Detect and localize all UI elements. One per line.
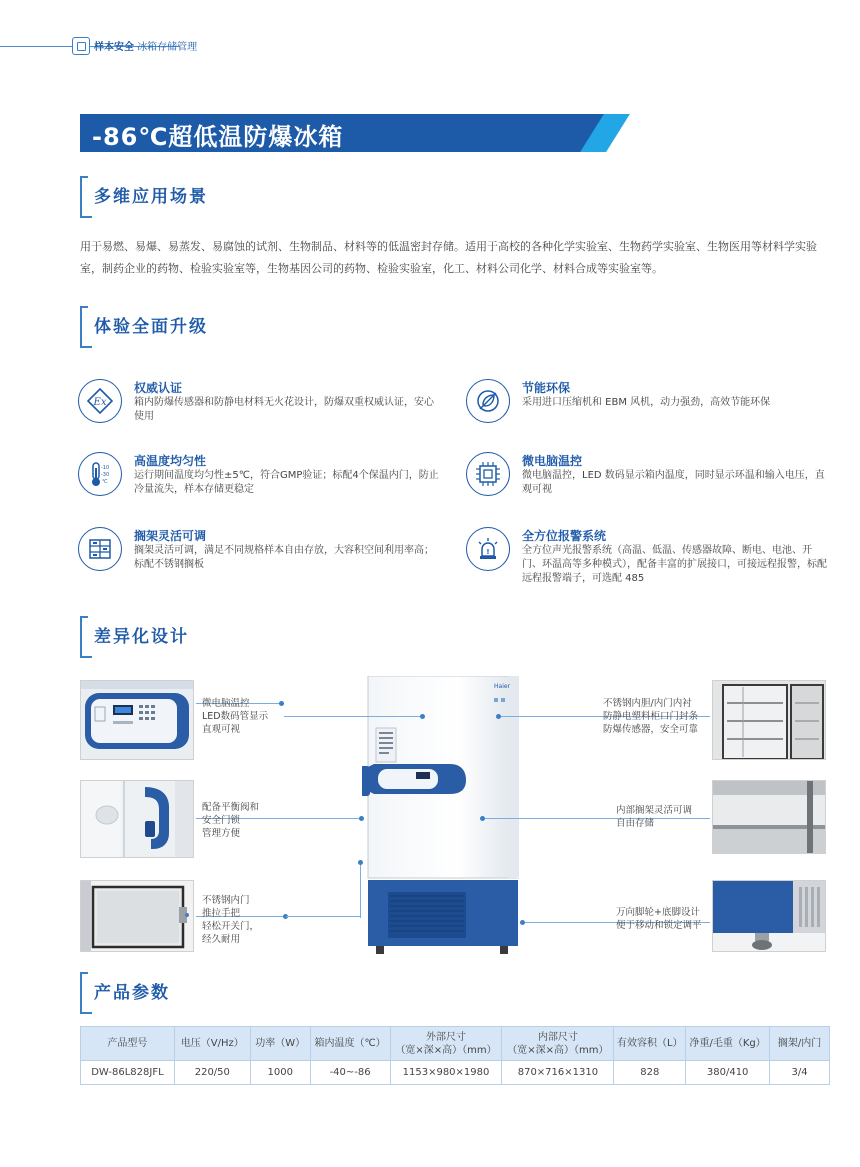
table-header — [310, 1027, 390, 1061]
microchip-icon — [466, 452, 510, 496]
section-title: 多维应用场景 — [94, 187, 208, 207]
shelf-icon — [78, 527, 122, 571]
callout-text: 经久耐用 — [202, 934, 241, 945]
section-upgrade — [80, 306, 280, 348]
thermo-unit-label: ℃ — [102, 479, 108, 485]
shelves-photo — [712, 780, 826, 854]
table-cell: 380/410 — [686, 1061, 770, 1085]
callout-text: 便于移动和锁定调平 — [616, 920, 702, 931]
header-text: 产品型号 — [107, 1038, 148, 1049]
callout-dot — [420, 714, 425, 719]
table-header — [686, 1027, 770, 1061]
callout-text: 不锈钢内门 — [202, 895, 250, 906]
callout-dot — [480, 816, 485, 821]
callout-liner — [603, 697, 698, 736]
callout-text: 防爆传感器，安全可靠 — [603, 724, 699, 735]
table-row — [81, 1061, 830, 1085]
table-header — [390, 1027, 502, 1061]
header-text: 有效容积（L） — [617, 1038, 683, 1049]
feature-desc: 搁架灵活可调，满足不同规格样本自由存放，大容积空间利用率高；标配不锈钢搁板 — [134, 545, 434, 570]
table-header-row — [81, 1027, 830, 1061]
table-cell: 3/4 — [770, 1061, 830, 1085]
callout-casters — [616, 906, 702, 932]
section-design — [80, 616, 280, 658]
balance-valve-photo — [80, 780, 194, 858]
thermometer-icon — [78, 452, 122, 496]
header-text: 搁架/内门 — [777, 1038, 822, 1049]
callout-text: 万向脚轮+底脚设计 — [616, 907, 700, 918]
callout-line — [284, 716, 424, 717]
table-header — [770, 1027, 830, 1061]
table-cell: 220/50 — [174, 1061, 250, 1085]
header-text: 箱内温度（℃） — [314, 1038, 386, 1049]
callout-text: 轻松开关门， — [202, 921, 260, 932]
feature-desc: 采用进口压缩机和 EBM 风机，动力强劲，高效节能环保 — [522, 397, 771, 408]
table-cell: 828 — [614, 1061, 686, 1085]
scenarios-paragraph: 用于易燃、易爆、易蒸发、易腐蚀的试剂、生物制品、材料等的低温密封存储。适用于高校的各种化学实验室、生物药学实验室、生物医用等材料学实验室，制药企业的药物、检验实验室等，生物基因公司的药物、检验实验室，化工、材料公司化学、材料合成等实验室等。 — [80, 240, 817, 275]
callout-dot — [520, 920, 525, 925]
feature-title: 权威认证 — [134, 381, 183, 395]
callout-text: 自由存储 — [616, 818, 655, 829]
header-text: 功率（W） — [255, 1038, 306, 1049]
header-brand: 样本安全 — [94, 42, 134, 53]
feature-title: 搁架灵活可调 — [134, 529, 207, 543]
callout-text: 安全门锁 — [202, 815, 241, 826]
callout-line — [286, 916, 361, 917]
section-title: 差异化设计 — [94, 627, 189, 647]
callout-dot — [358, 860, 363, 865]
thermo-mid-label: -30 — [101, 472, 110, 478]
callout-text: 微电脑温控 — [202, 698, 250, 709]
feature-desc: 全方位声光报警系统（高温、低温、传感器故障、断电、电池、开门、环温高等多种模式），配备丰富的扩展接口，可接远程报警，标配远程报警端子，可选配 485 — [522, 545, 827, 584]
table-cell: DW-86L828JFL — [81, 1061, 175, 1085]
brand-logo-icon — [72, 37, 90, 55]
callout-text: 直观可视 — [202, 724, 241, 735]
ex-certification-icon — [78, 379, 122, 423]
callout-line — [360, 862, 361, 918]
callout-text: LED数码管显示 — [202, 711, 269, 722]
svg-text:!: ! — [486, 548, 490, 556]
section-bracket — [80, 306, 88, 348]
thermo-top-label: -10 — [101, 465, 110, 471]
control-panel-photo — [80, 680, 194, 760]
feature-title: 节能环保 — [522, 381, 571, 395]
section-title: 体验全面升级 — [94, 317, 208, 337]
header-text: 外部尺寸 （宽×深×高）（mm） — [395, 1031, 497, 1056]
header-text: 内部尺寸 （宽×深×高）（mm） — [507, 1031, 609, 1056]
callout-dot — [496, 714, 501, 719]
table-header — [81, 1027, 175, 1061]
table-header — [502, 1027, 614, 1061]
fridge-brand-logo: Haier — [494, 683, 511, 690]
section-title: 产品参数 — [94, 983, 170, 1003]
section-bracket — [80, 616, 88, 658]
callout-valve — [202, 801, 259, 840]
header-text — [94, 38, 197, 53]
alarm-light-icon — [466, 527, 510, 571]
header-text: 净重/毛重（Kg） — [689, 1038, 766, 1049]
callout-control — [202, 697, 268, 736]
section-params — [80, 972, 280, 1014]
interior-liner-photo — [712, 680, 826, 760]
svg-text:Ex: Ex — [93, 397, 107, 408]
feature-desc: 微电脑温控，LED 数码显示箱内温度，同时显示环温和输入电压，直观可视 — [522, 470, 825, 495]
callout-dot — [359, 816, 364, 821]
feature-title: 微电脑温控 — [522, 454, 583, 468]
feature-desc: 运行期间温度均匀性±5℃，符合GMP验证；标配4个保温内门，防止冷量流失，样本存储更稳定 — [134, 470, 439, 495]
params-table — [80, 1026, 830, 1085]
inner-door-photo — [80, 880, 194, 952]
callout-text: 管理方便 — [202, 828, 241, 839]
section-scenarios — [80, 176, 280, 218]
callout-text: 内部搁架灵活可调 — [616, 805, 693, 816]
table-cell: 870×716×1310 — [502, 1061, 614, 1085]
callout-dot — [279, 701, 284, 706]
table-header — [250, 1027, 310, 1061]
table-cell: -40~-86 — [310, 1061, 390, 1085]
table-cell: 1153×980×1980 — [390, 1061, 502, 1085]
page-title: -86℃超低温防爆冰箱 — [92, 123, 344, 151]
callout-shelves — [616, 804, 692, 830]
feature-desc: 箱内防爆传感器和防静电材料无火花设计，防爆双重权威认证，安心使用 — [134, 397, 434, 422]
energy-saving-icon — [466, 379, 510, 423]
table-header — [174, 1027, 250, 1061]
section-bracket — [80, 972, 88, 1014]
callout-text: 防静电塑料柜口门封条 — [603, 711, 699, 722]
table-header — [614, 1027, 686, 1061]
section-bracket — [80, 176, 88, 218]
feature-title: 全方位报警系统 — [522, 529, 607, 543]
header-subtitle: 冰箱存储管理 — [137, 42, 198, 53]
feature-title: 高温度均匀性 — [134, 454, 207, 468]
callout-text: 配备平衡阀和 — [202, 802, 260, 813]
header-text: 电压（V/Hz） — [180, 1038, 244, 1049]
callout-text: 不锈钢内胆/内门内衬 — [603, 698, 692, 709]
callout-inner-door — [202, 894, 259, 946]
table-cell: 1000 — [250, 1061, 310, 1085]
callout-text: 推拉手把 — [202, 908, 241, 919]
casters-photo — [712, 880, 826, 952]
